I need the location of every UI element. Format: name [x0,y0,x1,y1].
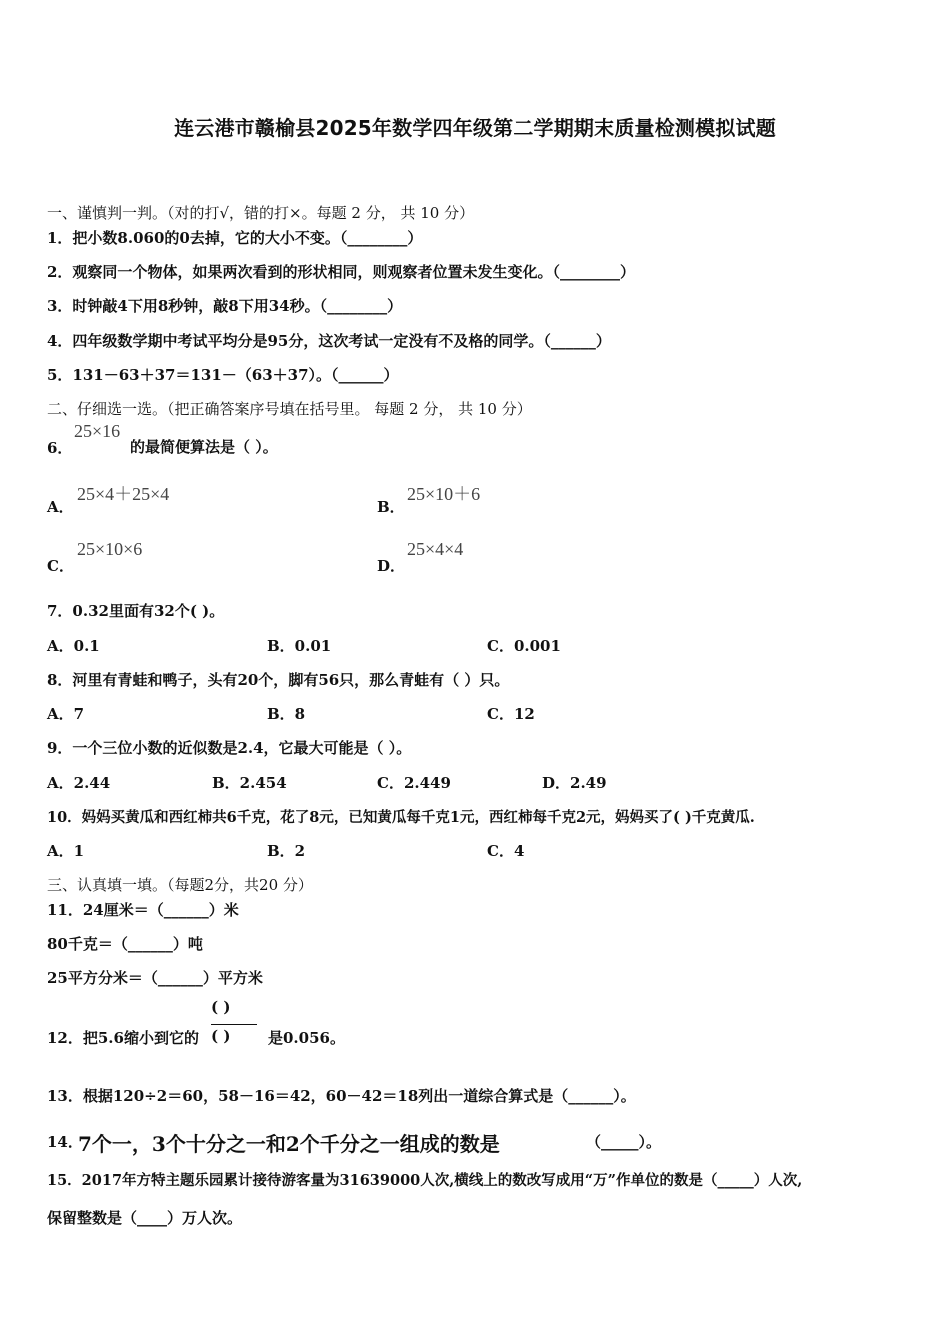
q10-option-c: C．4 [487,842,525,860]
question-5: 5．131－63＋37＝131－（63＋37）。（______） [47,366,399,384]
q6-option-d-label: D． [377,557,406,575]
q9-option-a: A．2.44 [47,774,111,792]
question-10: 10．妈妈买黄瓜和西红柿共6千克，花了8元，已知黄瓜每千克1元，西红柿每千克2元，妈妈买了( )千克黄瓜. [47,809,755,826]
q9-option-b: B．2.454 [212,774,287,792]
question-6-number: 6． [47,439,73,457]
question-2: 2．观察同一个物体，如果两次看到的形状相同，则观察者位置未发生变化。（________） [47,263,635,281]
question-14-number: 14． [47,1133,83,1151]
question-14-blank: （_____）。 [586,1133,662,1151]
q10-option-a: A．1 [47,842,85,860]
fraction-denominator: ( ) [211,1027,231,1045]
question-14-text: 7个一，3个十分之一和2个千分之一组成的数是 [78,1132,500,1156]
page-title: 连云港市赣榆县2025年数学四年级第二学期期末质量检测模拟试题 [174,116,776,140]
question-13: 13．根据120÷2＝60，58－16＝42，60－42＝18列出一道综合算式是（______）。 [47,1087,636,1105]
question-11-part-1: 11．24厘米＝（______）米 [47,901,239,919]
question-11-part-2: 80千克＝（______）吨 [47,935,203,953]
q8-option-c: C．12 [487,705,535,723]
q9-option-d: D．2.49 [542,774,607,792]
question-15-line-2: 保留整数是（____）万人次。 [47,1209,243,1227]
question-6-expression: 25×16 [74,421,121,441]
question-12-suffix: 是0.056。 [268,1029,345,1047]
q6-option-c-expression: 25×10×6 [77,539,143,559]
question-12-fraction [211,998,261,1050]
q7-option-a: A．0.1 [47,637,100,655]
q9-option-c: C．2.449 [377,774,451,792]
q6-option-b-expression: 25×10＋6 [407,484,481,504]
fraction-numerator: ( ) [211,998,231,1016]
q8-option-b: B．8 [267,705,306,723]
question-3: 3．时钟敲4下用8秒钟，敲8下用34秒。（________） [47,297,403,315]
q8-option-a: A．7 [47,705,85,723]
q6-option-a-label: A． [47,498,74,516]
question-4: 4．四年级数学期中考试平均分是95分，这次考试一定没有不及格的同学。（______） [47,332,611,350]
question-1: 1．把小数8.060的0去掉，它的大小不变。（________） [47,229,423,247]
question-9: 9．一个三位小数的近似数是2.4，它最大可能是（ ）。 [47,739,412,757]
section-2-heading: 二、仔细选一选。（把正确答案序号填在括号里。 每题 2 分， 共 10 分） [47,400,532,418]
question-8: 8．河里有青蛙和鸭子，头有20个，脚有56只，那么青蛙有（ ）只。 [47,671,510,689]
q7-option-b: B．0.01 [267,637,332,655]
q6-option-c-label: C． [47,557,74,575]
section-1-heading: 一、谨慎判一判。（对的打√，错的打×。每题 2 分， 共 10 分） [47,204,475,222]
q6-option-d-expression: 25×4×4 [407,539,464,559]
question-7: 7．0.32里面有32个( )。 [47,602,225,620]
question-11-part-3: 25平方分米＝（______）平方米 [47,969,263,987]
q6-option-b-label: B． [377,498,405,516]
q7-option-c: C．0.001 [487,637,561,655]
fraction-bar [211,1024,257,1025]
q10-option-b: B．2 [267,842,306,860]
section-3-heading: 三、认真填一填。（每题2分，共20 分） [47,876,313,894]
question-15-line-1: 15．2017年方特主题乐园累计接待游客量为31639000人次,横线上的数改写成用“万”作单位的数是（_____）人次, [47,1172,803,1189]
question-12-prefix: 12．把5.6缩小到它的 [47,1029,199,1047]
question-6-text: 的最简便算法是（ ）。 [130,438,278,456]
q6-option-a-expression: 25×4＋25×4 [77,484,170,504]
